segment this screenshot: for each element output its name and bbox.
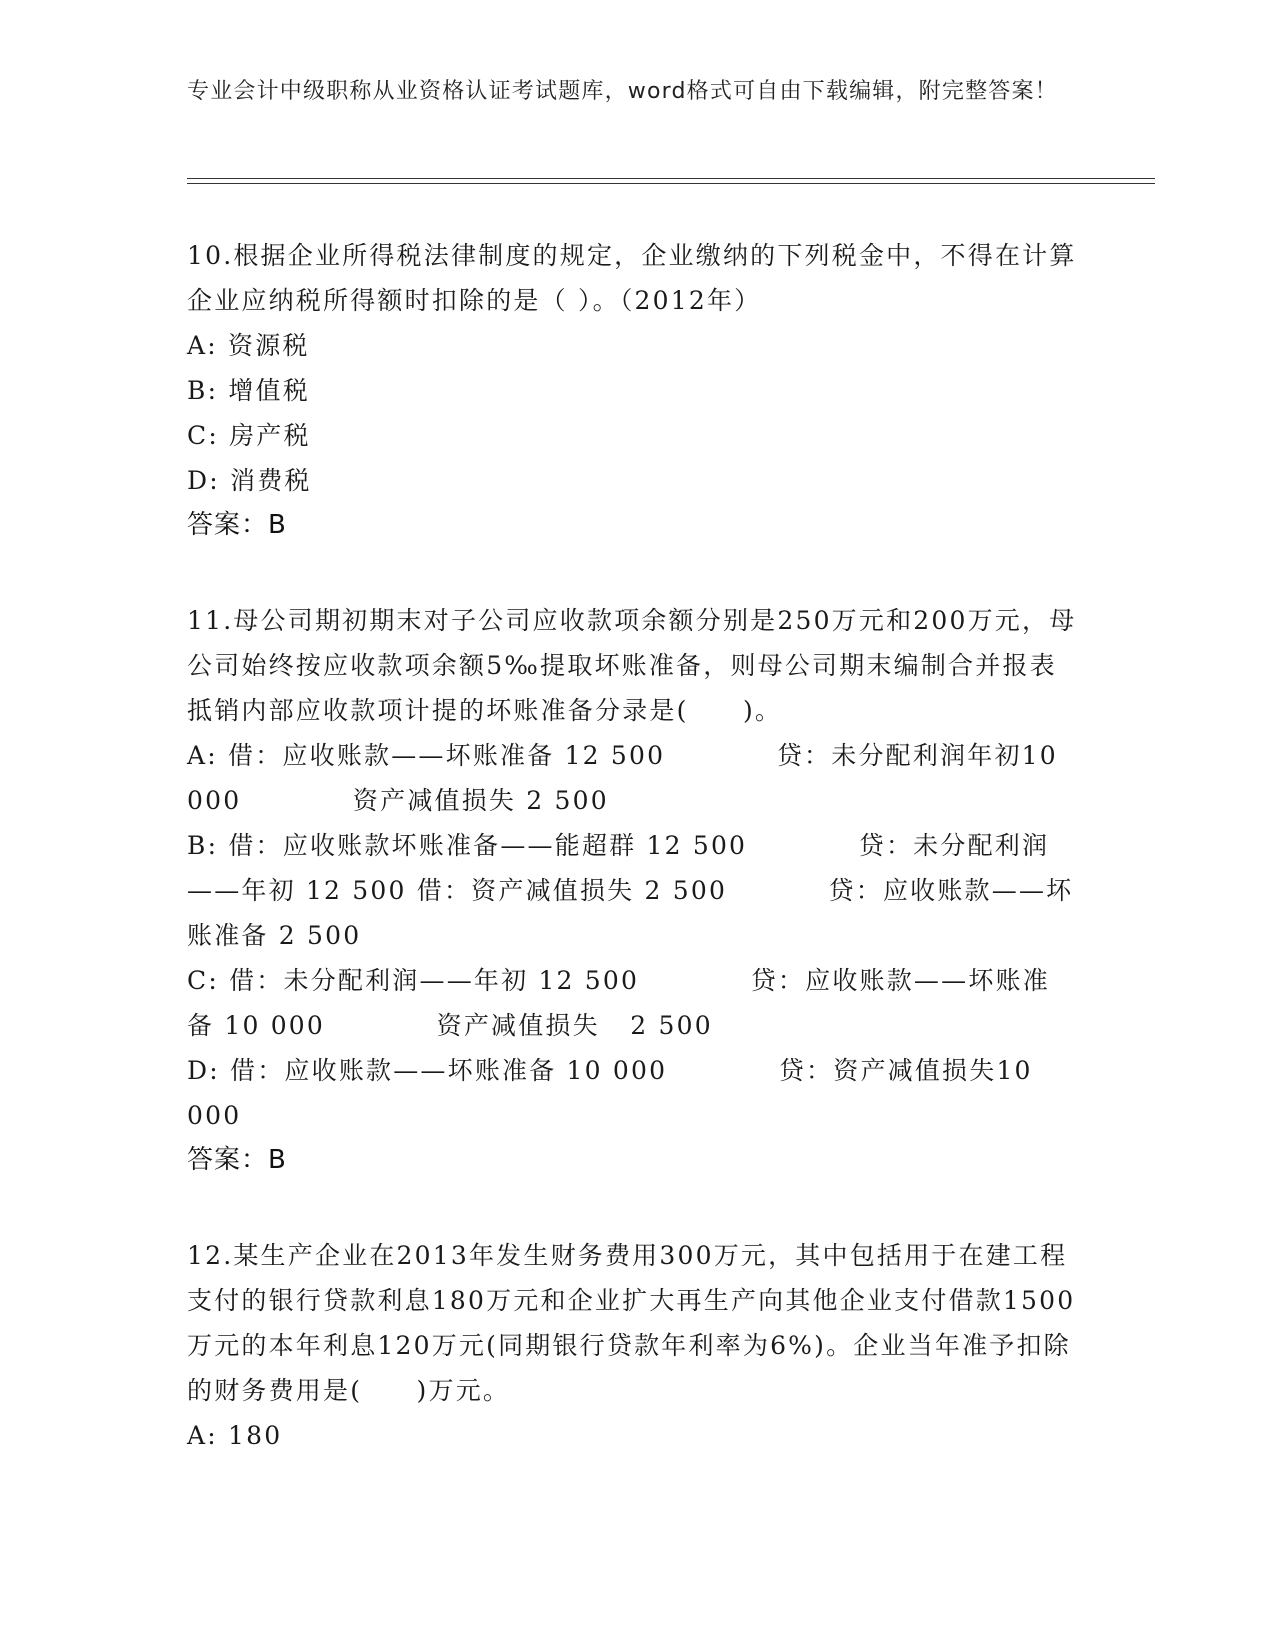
option-c: C: 借：未分配利润——年初 12 500 贷：应收账款——坏账准备 10 000 资产减值损失 2 500 — [187, 966, 1050, 1040]
option-c: C: 房产税 — [187, 421, 311, 450]
header-divider-bottom — [187, 183, 1155, 184]
question-12 — [187, 1233, 1077, 1458]
option-d: D: 借：应收账款——坏账准备 10 000 贷：资产减值损失10 000 — [187, 1056, 1043, 1130]
question-stem: 11.母公司期初期末对子公司应收款项余额分别是250万元和200万元，母公司始终按应收款项余额5‰提取坏账准备，则母公司期末编制合并报表抵销内部应收款项计提的坏账准备分录是( )。 — [187, 606, 1077, 725]
document-header-note: 专业会计中级职称从业资格认证考试题库，word格式可自由下载编辑，附完整答案！ — [187, 79, 1058, 104]
question-10 — [187, 233, 1077, 548]
header-divider-top — [187, 178, 1155, 179]
answer-label: 答案：B — [187, 510, 287, 540]
question-stem: 12.某生产企业在2013年发生财务费用300万元，其中包括用于在建工程支付的银行贷款利息180万元和企业扩大再生产向其他企业支付借款1500万元的本年利息120万元(同期银行贷款年利率为6%)。企业当年准予扣除的财务费用是( )万元。 — [187, 1241, 1076, 1405]
question-stem: 10.根据企业所得税法律制度的规定，企业缴纳的下列税金中，不得在计算企业应纳税所得额时扣除的是（ ）。（2012年） — [187, 241, 1077, 315]
option-b: B: 增值税 — [187, 376, 310, 405]
option-a: A: 资源税 — [187, 331, 310, 360]
option-b: B: 借：应收账款坏账准备——能超群 12 500 贷：未分配利润——年初 12 500 借：资产减值损失 2 500 贷：应收账款——坏账准备 2 500 — [187, 831, 1074, 950]
answer-label: 答案：B — [187, 1145, 287, 1175]
option-d: D: 消费税 — [187, 466, 312, 495]
option-a: A: 借：应收账款——坏账准备 12 500 贷：未分配利润年初10 000 资产减值损失 2 500 — [187, 741, 1069, 815]
option-a: A: 180 — [187, 1421, 283, 1450]
question-11 — [187, 598, 1077, 1183]
